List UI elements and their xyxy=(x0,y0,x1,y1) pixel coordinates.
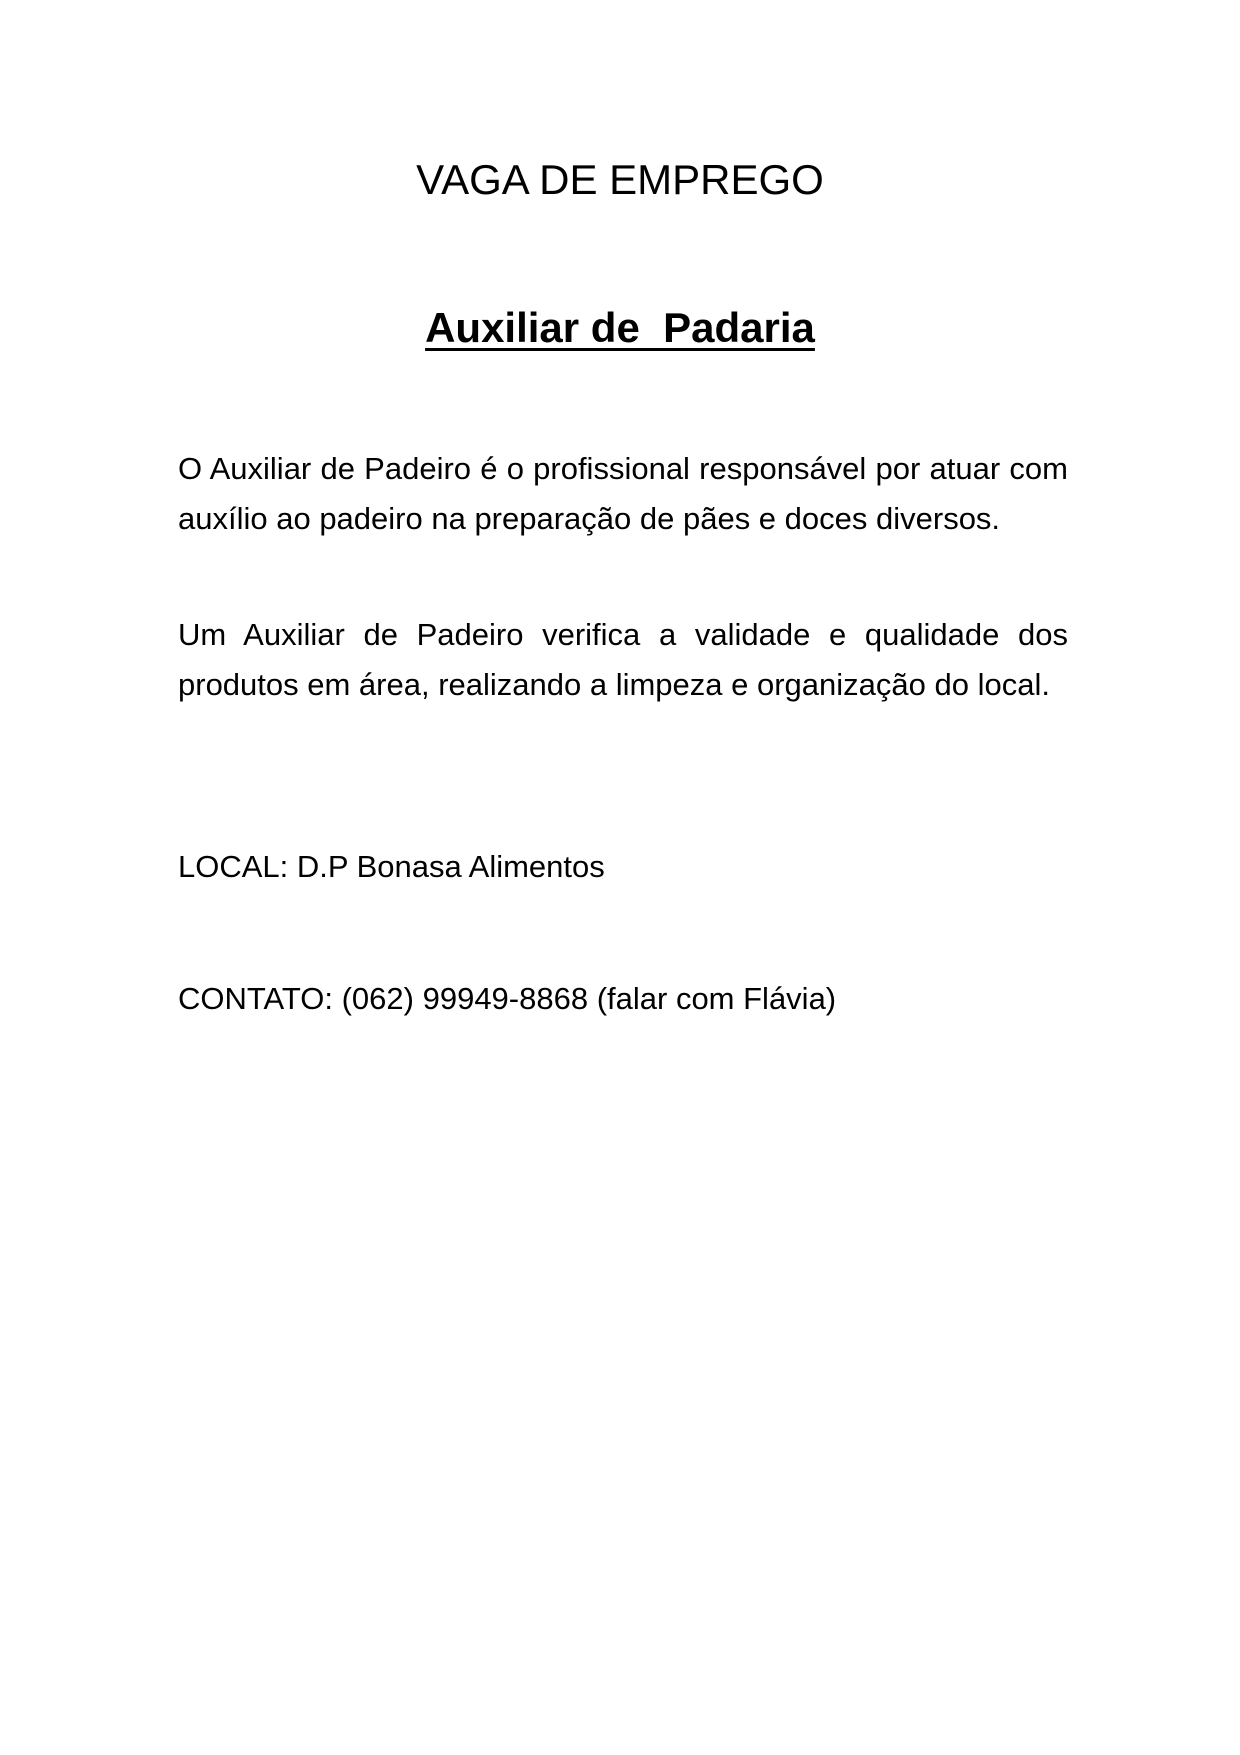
description-paragraph-2: Um Auxiliar de Padeiro verifica a validade e qualidade dos produtos em área, realizando a limpeza e organização do local. xyxy=(178,617,1068,702)
job-contact: CONTATO: (062) 99949-8868 (falar com Flávia) xyxy=(178,981,837,1016)
job-title-text: Auxiliar de Padaria xyxy=(425,304,815,351)
job-location: LOCAL: D.P Bonasa Alimentos xyxy=(178,849,605,884)
job-title xyxy=(0,300,1240,356)
description-paragraph-1: O Auxiliar de Padeiro é o profissional responsável por atuar com auxílio ao padeiro na preparação de pães e doces diversos. xyxy=(178,451,1068,536)
document-title: VAGA DE EMPREGO xyxy=(416,156,824,203)
